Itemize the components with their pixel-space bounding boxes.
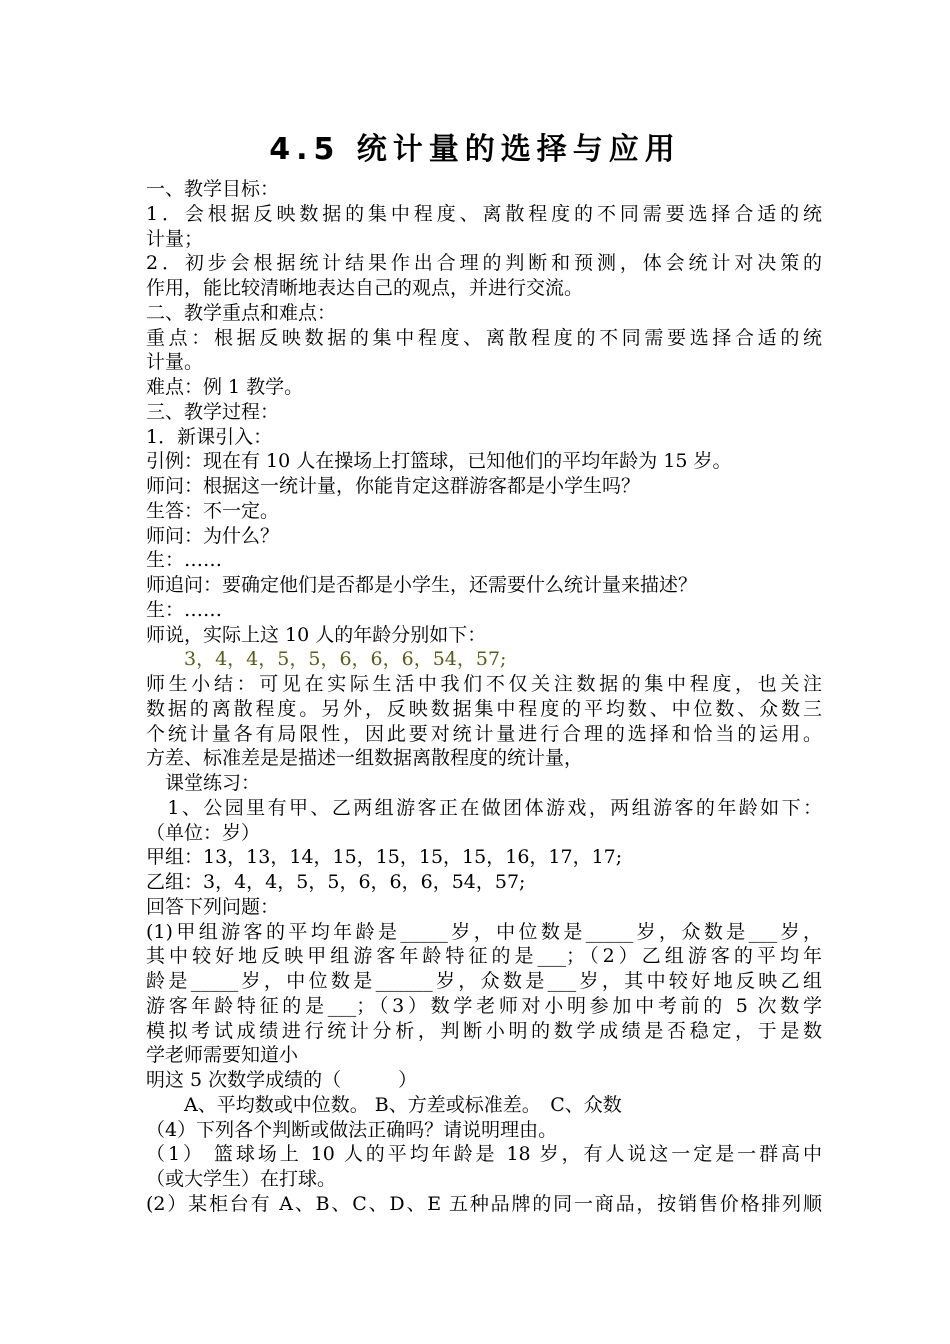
text-line: （或大学生）在打球。	[146, 1168, 337, 1190]
text-line: 师问：根据这一统计量，你能肯定这群游客都是小学生吗？	[146, 475, 641, 497]
options-line: A、平均数或中位数。 B、方差或标准差。 C、众数	[146, 1094, 622, 1116]
text-line: 2．初步会根据统计结果作出合理的判断和预测，体会统计对决策的	[146, 252, 822, 274]
text-line: 生答：不一定。	[146, 500, 280, 522]
text-line: (2）某柜台有 A、B、C、D、E 五种品牌的同一商品，按销售价格排列顺	[146, 1193, 822, 1215]
text-line: 引例：现在有 10 人在操场上打篮球，已知他们的平均年龄为 15 岁。	[146, 450, 732, 472]
text-line: 二、教学重点和难点：	[146, 302, 337, 324]
text-line: 计量。	[146, 351, 204, 373]
text-line: 1、公园里有甲、乙两组游客正在做团体游戏，两组游客的年龄如下：	[146, 797, 822, 819]
text-line: (1)甲组游客的平均年龄是_____岁，中位数是_____岁，众数是___岁，	[146, 921, 822, 943]
text-line: 乙组：3，4，4，5，5，6，6，6，54，57;	[146, 871, 526, 893]
text-line: 师追问：要确定他们是否都是小学生，还需要什么统计量来描述？	[146, 574, 698, 596]
text-line: 一、教学目标：	[146, 178, 280, 200]
text-line: 其中较好地反映甲组游客年龄特征的是___；（2）乙组游客的平均年	[146, 945, 822, 967]
text-line: 方差、标准差是是描述一组数据离散程度的统计量，	[146, 747, 584, 769]
text-line: 回答下列问题：	[146, 896, 280, 918]
text-line: （4）下列各个判断或做法正确吗？请说明理由。	[146, 1119, 558, 1141]
age-data-line: 3，4，4，5，5，6，6，6，54，57;	[146, 648, 507, 670]
text-line: 学老师需要知道小	[146, 1044, 299, 1066]
text-line: 数据的离散程度。另外，反映数据集中程度的平均数、中位数、众数三	[146, 698, 822, 720]
text-line: 重点：根据反映数据的集中程度、离散程度的不同需要选择合适的统	[146, 327, 822, 349]
text-line: 师说，实际上这 10 人的年龄分别如下：	[146, 624, 487, 646]
text-line: 甲组：13，13，14，15，15，15，15，16，17，17;	[146, 846, 623, 868]
text-line: 模拟考试成绩进行统计分析，判断小明的数学成绩是否稳定，于是数	[146, 1020, 822, 1042]
text-line: 师生小结：可见在实际生活中我们不仅关注数据的集中程度，也关注	[146, 673, 822, 695]
text-line: 作用，能比较清晰地表达自己的观点，并进行交流。	[146, 277, 584, 299]
text-line: （1） 篮球场上 10 人的平均年龄是 18 岁，有人说这一定是一群高中	[146, 1143, 822, 1165]
text-line: 计量；	[146, 228, 204, 250]
text-line: 明这 5 次数学成绩的（ ）	[146, 1069, 418, 1091]
text-line: 难点：例 1 教学。	[146, 376, 304, 398]
text-line: 1．会根据反映数据的集中程度、离散程度的不同需要选择合适的统	[146, 203, 822, 225]
text-line: 龄是_____岁，中位数是______岁，众数是___岁，其中较好地反映乙组	[146, 970, 822, 992]
text-line: 师问：为什么？	[146, 525, 280, 547]
text-line: 生：……	[146, 599, 223, 621]
document-title: 4.5 统计量的选择与应用	[269, 132, 681, 167]
text-line: 游客年龄特征的是___；（3）数学老师对小明参加中考前的 5 次数学	[146, 995, 822, 1017]
text-line: 三、教学过程：	[146, 401, 280, 423]
text-line: 个统计量各有局限性，因此要对统计量进行合理的选择和恰当的运用。	[146, 723, 822, 745]
text-line: 课堂练习：	[146, 772, 261, 794]
text-line: 生：……	[146, 549, 223, 571]
text-line: 1．新课引入：	[146, 426, 273, 448]
text-line: （单位：岁）	[146, 822, 261, 844]
